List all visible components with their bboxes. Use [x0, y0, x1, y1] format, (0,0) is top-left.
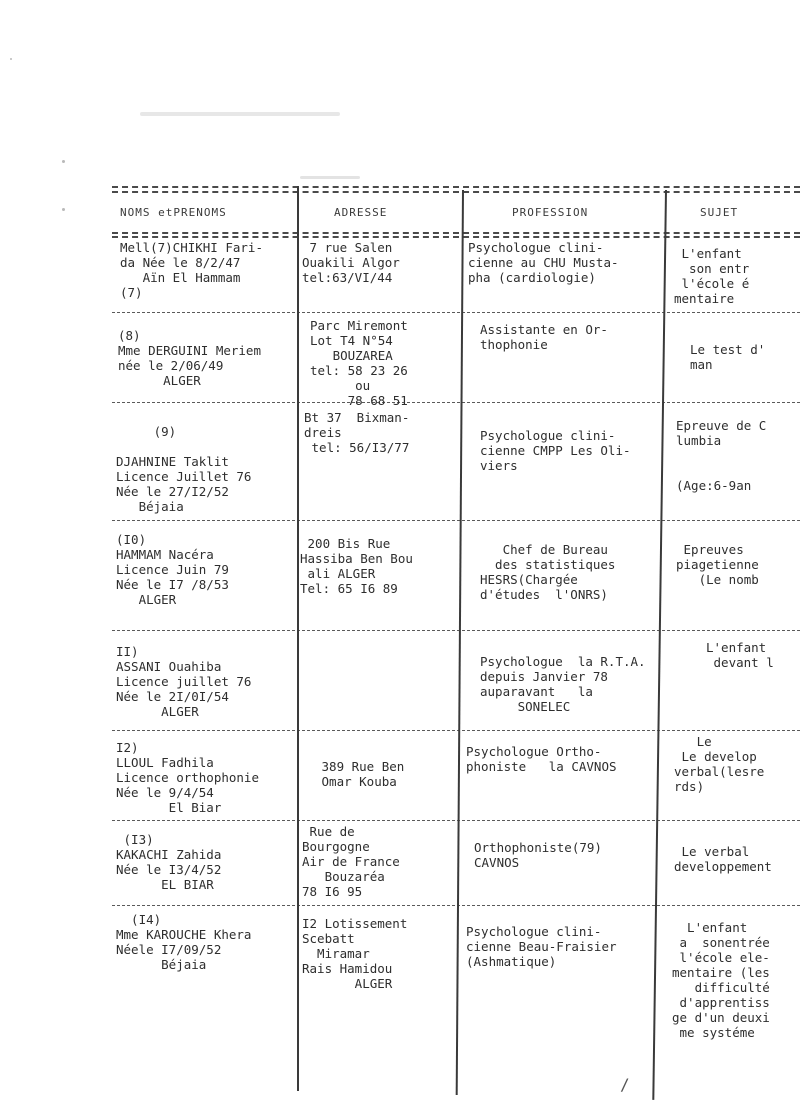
row-5-profession: Psychologue la R.T.A. depuis Janvier 78 auparavant la SONELEC: [480, 654, 646, 714]
row-6-profession: Psychologue Ortho- phoniste la CAVNOS: [466, 744, 617, 774]
row-8-profession: Psychologue clini- cienne Beau-Fraisier (Ashmatique): [466, 924, 617, 969]
row-3-subject: Epreuve de C lumbia (Age:6-9an: [676, 418, 767, 493]
row-divider: [112, 312, 800, 313]
header-sujet: SUJET: [700, 206, 739, 219]
row-1-subject: L'enfant son entr l'école é mentaire: [674, 246, 750, 306]
row-4-name: (I0) HAMMAM Nacéra Licence Juin 79 Née le I7 /8/53 ALGER: [116, 532, 229, 607]
row-4-profession: Chef de Bureau des statistiques HESRS(Chargée d'études l'ONRS): [480, 542, 616, 602]
row-7-subject: Le verbal developpement: [674, 844, 772, 874]
row-3-name: (9) DJAHNINE Taklit Licence Juillet 76 Née le 27/I2/52 Béjaia: [116, 424, 252, 514]
row-8-name: (I4) Mme KAROUCHE Khera Néele I7/09/52 Béjaia: [116, 912, 252, 972]
row-divider: [112, 630, 800, 631]
header-noms: NOMS etPRENOMS: [120, 206, 227, 219]
scan-speck: [62, 208, 65, 211]
row-5-name: II) ASSANI Ouahiba Licence juillet 76 Née le 2I/0I/54 ALGER: [116, 644, 252, 719]
header-profession: PROFESSION: [512, 206, 589, 219]
row-divider: [112, 820, 800, 821]
row-8-subject: L'enfant a sonentrée l'école ele- mentaire (les difficulté d'apprentiss ge d'un deuxi me systéme: [672, 920, 770, 1040]
row-divider: [112, 730, 800, 731]
row-6-name: I2) LLOUL Fadhila Licence orthophonie Née le 9/4/54 El Biar: [116, 740, 259, 815]
scan-speck: [10, 58, 12, 60]
row-2-profession: Assistante en Or- thophonie: [480, 322, 608, 352]
header-top-rule-2: [112, 191, 800, 193]
row-4-subject: Epreuves piagetienne (Le nomb: [676, 542, 759, 587]
header-bottom-rule-2: [112, 236, 800, 238]
scan-speck: [300, 176, 360, 179]
row-6-address: 389 Rue Ben Omar Kouba: [321, 759, 405, 789]
row-1-profession: Psychologue clini- cienne au CHU Musta- pha (cardiologie): [468, 240, 619, 285]
header-top-rule: [112, 186, 800, 188]
header-bottom-rule: [112, 232, 800, 234]
pen-mark: /: [620, 1075, 630, 1094]
row-divider: [112, 520, 800, 521]
header-adresse: ADRESSE: [334, 206, 388, 219]
row-3-address: Bt 37 Bixman- dreis tel: 56/I3/77: [304, 410, 410, 455]
scan-speck: [62, 160, 65, 163]
row-7-profession: Orthophoniste(79) CAVNOS: [474, 840, 602, 870]
row-8-address: I2 Lotissement Scebatt Miramar Rais Hamidou ALGER: [302, 916, 408, 991]
row-1-name: Mell(7)CHIKHI Fari- da Née le 8/2/47 Aïn El Hammam (7): [120, 240, 263, 300]
row-7-name: (I3) KAKACHI Zahida Née le I3/4/52 EL BIAR: [116, 832, 222, 892]
row-7-address: Rue de Bourgogne Air de France Bouzaréa 78 I6 95: [302, 824, 400, 899]
row-2-name: (8) Mme DERGUINI Meriem née le 2/06/49 ALGER: [118, 328, 261, 388]
scan-speck: [140, 112, 340, 116]
row-3-profession: Psychologue clini- cienne CMPP Les Oli- viers: [480, 428, 631, 473]
row-2-subject: Le test d' man: [690, 342, 766, 372]
row-4-address: 200 Bis Rue Hassiba Ben Bou ali ALGER Tel: 65 I6 89: [300, 536, 413, 596]
row-2-address: Parc Miremont Lot T4 N°54 BOUZAREA tel: 58 23 26 ou 78 68 51: [310, 318, 408, 408]
row-6-subject: Le Le develop verbal(lesre rds): [674, 734, 765, 794]
row-1-address: 7 rue Salen Ouakili Algor tel:63/VI/44: [302, 240, 400, 285]
row-5-subject: L'enfant devant l: [706, 640, 774, 670]
